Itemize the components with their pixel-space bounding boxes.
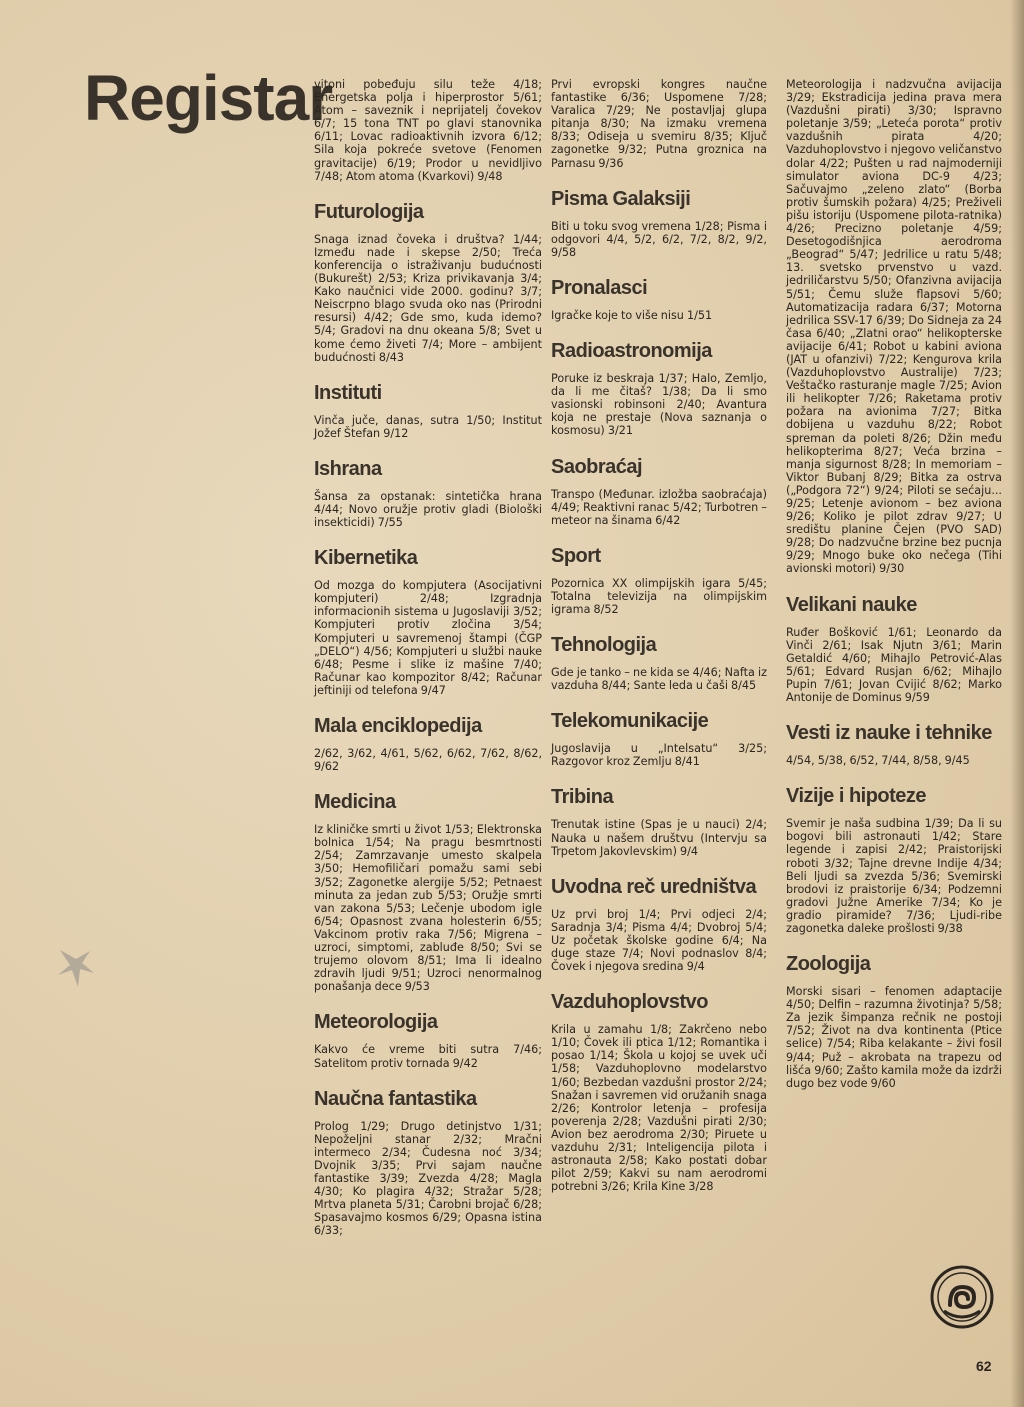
index-section (786, 785, 1002, 935)
section-entries: Ruđer Bošković 1/61; Leonardo da Vinči 2/61; Isak Njutn 3/61; Marin Getaldić 4/60; Mihajlo Petrović-Alas 5/61; Edvard Rusjan 6/62; Mihajlo Pupin 7/61; Jovan Cvijić 8/62; Marko Antonije de Dominus 9/59 (786, 625, 1002, 705)
section-heading: Meteorologija (314, 1011, 438, 1034)
index-section (551, 876, 767, 973)
index-section (551, 456, 767, 527)
section-entries: Prolog 1/29; Drugo detinjstvo 1/31; Nepoželjni stanar 2/32; Mračni intermeco 2/34; Čudesna noć 3/34; Dvojnik 3/35; Prvi sajam naučne fantastike 3/39; Zvezda 4/28; Magla 4/30; Ko plagira 4/32; Stražar 5/28; Mrtva planeta 5/31; Čarobni brojač 6/28; Spasavajmo kosmos 6/29; Opasna istina 6/33; (314, 1119, 542, 1238)
section-heading: Kibernetika (314, 547, 418, 570)
section-entries: Gde je tanko – ne kida se 4/46; Nafta iz vazduha 8/44; Sante leda u čaši 8/45 (551, 666, 767, 693)
index-section (314, 547, 542, 697)
section-heading: Pisma Galaksiji (551, 187, 691, 210)
index-section (314, 715, 542, 773)
index-column-2 (551, 78, 767, 1211)
section-entries: Prvi evropski kongres naučne fantastike 6/36; Uspomene 7/28; Varalica 7/29; Ne postavljaj glupa pitanja 8/30; Na izmaku vremena 8/33; Odiseja u svemiru 8/35; Ključ zagonetke 9/32; Putna groznica na Parnasu 9/36 (551, 78, 767, 170)
page-title: Registar (84, 62, 333, 134)
section-heading: Naučna fantastika (314, 1087, 477, 1110)
index-section (551, 340, 767, 437)
publisher-logo-icon (930, 1265, 994, 1329)
section-heading: Radioastronomija (551, 340, 712, 363)
page-number: 62 (976, 1358, 992, 1374)
section-heading: Vizije i hipoteze (786, 785, 927, 808)
section-heading: Zoologija (786, 953, 871, 976)
index-section (314, 78, 542, 183)
index-section (551, 634, 767, 692)
index-section (786, 953, 1002, 1090)
section-heading: Tribina (551, 786, 614, 809)
section-entries: Trenutak istine (Spas je u nauci) 2/4; Nauka u našem društvu (Intervju sa Trpetom Jakovlevskim) 9/4 (551, 818, 767, 858)
index-section (314, 201, 542, 364)
section-heading: Uvodna reč uredništva (551, 875, 757, 898)
section-entries: Igračke koje to više nisu 1/51 (551, 308, 713, 322)
section-entries: Svemir je naša sudbina 1/39; Da li su bogovi bili astronauti 1/42; Stare legende i zapisi 2/42; Praistorijski roboti 3/32; Tajne drevne Indije 4/34; Beli ljudi sa zvezda 5/36; Svemirski brodovi iz praistorije 6/34; Podzemni gradovi Južne Amerike 7/34; Ko je gradio piramide? 7/36; Ljudi-ribe zagonetka daleke prošlosti 9/38 (786, 817, 1002, 935)
section-entries: vitoni pobeđuju silu teže 4/18; Energetska polja i hiperprostor 5/61; Atom – saveznik i neprijatelj čovekov 6/7; 15 tona TNT po glavi stanovnika 6/11; Lovac radioaktivnih izvora 6/12; Sila koja pokreće svetove (Fenomen gravitacije) 6/19; Prodor u nevidljivo 7/48; Atom atoma (Kvarkovi) 9/48 (314, 78, 542, 183)
index-section (314, 1011, 542, 1069)
index-section (551, 786, 767, 857)
section-heading: Vesti iz nauke i tehnike (786, 722, 992, 745)
index-section (314, 791, 542, 993)
index-section (314, 1088, 542, 1238)
section-entries: Vinča juče, danas, sutra 1/50; Institut Jožef Štefan 9/12 (314, 413, 542, 440)
section-entries: 2/62, 3/62, 4/61, 5/62, 6/62, 7/62, 8/62, 9/62 (314, 747, 542, 774)
index-section (551, 710, 767, 768)
index-section (314, 382, 542, 440)
section-heading: Saobraćaj (551, 455, 643, 478)
section-entries: Morski sisari – fenomen adaptacije 4/50; Delfin – razumna životinja? 5/58; Za jezik šimpanza rečnik ne postoji 7/52; Život na dva kontinenta (Ptice selice) 7/54; Riba kelakante – živi fosil 9/44; Puž – akrobata na trapezu od lišća 9/60; Zašto kamila može da izdrži dugo bez vode 9/60 (786, 985, 1002, 1090)
section-entries: Pozornica XX olimpijskih igara 5/45; Totalna televizija na olimpijskim igrama 8/52 (551, 576, 767, 616)
section-heading: Mala enciklopedija (314, 715, 482, 737)
index-section (314, 458, 542, 529)
section-entries: Uz prvi broj 1/4; Prvi odjeci 2/4; Saradnja 3/4; Pisma 4/4; Dvobroj 5/4; Uz početak školske godine 6/4; Na duge staze 7/4; Novi podnaslov 8/4; Čovek i njegova sredina 9/4 (551, 907, 767, 974)
section-entries: 4/54, 5/38, 6/52, 7/44, 8/58, 9/45 (786, 754, 970, 768)
index-column-3 (786, 78, 1002, 1108)
section-heading: Tehnologija (551, 634, 657, 657)
section-heading: Instituti (314, 381, 382, 404)
section-entries: Krila u zamahu 1/8; Zakrčeno nebo 1/10; Čovek ili ptica 1/12; Romantika i posao 1/14; Škola u kojoj se uvek uči 1/58; Vazduhoplovno modelarstvo 1/60; Bezbedan vazdušni prostor 2/24; Snažan i savremen vid oružanih snaga 2/26; Kontrolor letenja – profesija poverenja 2/28; Vazdušni pirati 2/30; Avion bez aerodroma 2/30; Piruete u vazduhu 2/31; Inteligencija pilota i astronauta 2/58; Kako postati dobar pilot 2/59; Kakvi su nam aerodromi potrebni 3/26; Krila Kine 3/28 (551, 1023, 767, 1194)
index-section (551, 277, 767, 322)
section-heading: Futurologija (314, 200, 424, 223)
section-heading: Velikani nauke (786, 593, 917, 616)
section-entries: Poruke iz beskraja 1/37; Halo, Zemljo, da li me čitaš? 1/38; Da li smo vasionski robinsoni 2/40; Avantura koja ne prestaje (Nova saznanja o kosmosu) 3/21 (551, 372, 767, 438)
section-heading: Ishrana (314, 457, 382, 480)
section-heading: Medicina (314, 791, 396, 814)
section-entries: Meteorologija i nadzvučna avijacija 3/29; Ekstradicija jedina prava mera (Vazdušni pirati) 3/30; Ispravno poletanje 3/59; „Leteća porota“ protiv vazdušnih pirata 4/20; Vazduhoplovstvo i njegovo veličanstvo dolar 4/22; Pušten u rad najmoderniji simulator aviona DC-9 4/23; Sačuvajmo „zeleno zlato“ (Borba protiv šumskih požara) 4/25; Preživeli pišu istoriju (Uspomene pilota-ratnika) 4/26; Precizno poletanje 4/59; Desetogodišnjica aerodroma „Beograd“ 5/47; Jedrilice u ratu 5/48; 13. svetsko prvenstvo u vazd. jedriličarstvu 5/50; Ofanzivna avijacija 5/51; Čemu služe flapsovi 5/60; Automatizacija radara 6/37; Motorna jedrilica SSV-17 6/39; Do Sidneja za 24 časa 6/40; „Zlatni orao“ helikopterske avijacije 6/41; Robot u kabini aviona (JAT u ofanzivi) 7/22; Kengurova krila (Vazduhoplovstvo Australije) 7/23; Veštačko rasturanje magle 7/25; Avion ili helikopter 7/26; Raketama protiv požara na avionima 7/27; Bitka dobijena u vazduhu 8/22; Robot spreman da poleti 8/26; Džin među helikopterima 8/27; Veća brzina – manja sigurnost 8/28; In memoriam – Viktor Bubanj 8/29; Bitka za ostrva („Podgora 72“) 9/24; Piloti se sećaju... 9/25; Letenje avionom – bez aviona 9/26; Koliko je pilot zdrav 9/27; U središtu planine Čejen (PVO SAD) 9/28; Do nadzvučne brzine bez pucnja 9/29; Mnogo buke oko nečega (Tihi avionski motori) 9/30 (786, 78, 1002, 576)
section-heading: Telekomunikacije (551, 710, 709, 733)
index-section (551, 78, 767, 170)
section-entries: Snaga iznad čoveka i društva? 1/44; Između nade i skepse 2/50; Treća konferencija o istraživanju budućnosti (Bukurešt) 2/53; Kriza privikavanja 3/4; Kako naučnici vide 2000. godinu? 3/7; Neiscrpno blago svuda oko nas (Prirodni resursi) 4/42; Gde smo, kuda idemo? 5/4; Gradovi na dnu okeana 5/8; Svet u kome ćemo živeti 7/4; More – ambijent budućnosti 8/43 (314, 232, 542, 364)
section-entries: Šansa za opstanak: sintetička hrana 4/44; Novo oružje protiv gladi (Biološki insekticidi) 7/55 (314, 489, 542, 530)
section-entries: Kakvo će vreme biti sutra 7/46; Satelitom protiv tornada 9/42 (314, 1043, 542, 1070)
page-binding-shadow (1010, 0, 1024, 1407)
index-section (786, 594, 1002, 705)
section-heading: Sport (551, 544, 601, 567)
section-entries: Biti u toku svog vremena 1/28; Pisma i odgovori 4/4, 5/2, 6/2, 7/2, 8/2, 9/2, 9/58 (551, 219, 767, 259)
index-column-1 (314, 78, 542, 1255)
index-section (786, 722, 1002, 767)
index-section (551, 545, 767, 616)
section-heading: Vazduhoplovstvo (551, 991, 708, 1014)
index-section (551, 991, 767, 1193)
section-entries: Jugoslavija u „Intelsatu“ 3/25; Razgovor kroz Zemlju 8/41 (551, 742, 767, 769)
index-section (786, 78, 1002, 576)
section-entries: Od mozga do kompjutera (Asocijativni kompjuteri) 2/48; Izgradnja informacionih sistema u Jugoslaviji 3/52; Kompjuteri protiv zločina 3/54; Kompjuteri u savremenoj štampi (ČGP „DELO“) 4/56; Kompjuteri u službi nauke 6/48; Pesme i slike iz mašine 7/40; Računar kao kompozitor 8/42; Računar jeftiniji od telefona 9/47 (314, 579, 542, 697)
section-entries: Iz kliničke smrti u život 1/53; Elektronska bolnica 1/54; Na pragu besmrtnosti 2/54; Zamrzavanje umesto skalpela 3/50; Hemofiličari pomažu sami sebi 3/52; Zagonetke alergije 5/52; Petnaest minuta za jedan zub 5/53; Oružje smrti van zakona 5/53; Lečenje ubodom igle 6/54; Opasnost zvana holesterin 6/55; Vakcinom protiv raka 7/56; Migrena – uzroci, simptomi, zabluđe 8/50; Svi se trujemo olovom 8/51; Ima li idealno zdravih ljudi 9/51; Uzroci nenormalnog ponašanja dece 9/53 (314, 823, 542, 994)
ink-splatter-icon (50, 945, 100, 990)
index-section (551, 188, 767, 259)
section-entries: Transpo (Međunar. izložba saobraćaja) 4/49; Reaktivni ranac 5/42; Turbotren – meteor na šinama 6/42 (551, 487, 767, 527)
section-heading: Pronalasci (551, 276, 648, 299)
